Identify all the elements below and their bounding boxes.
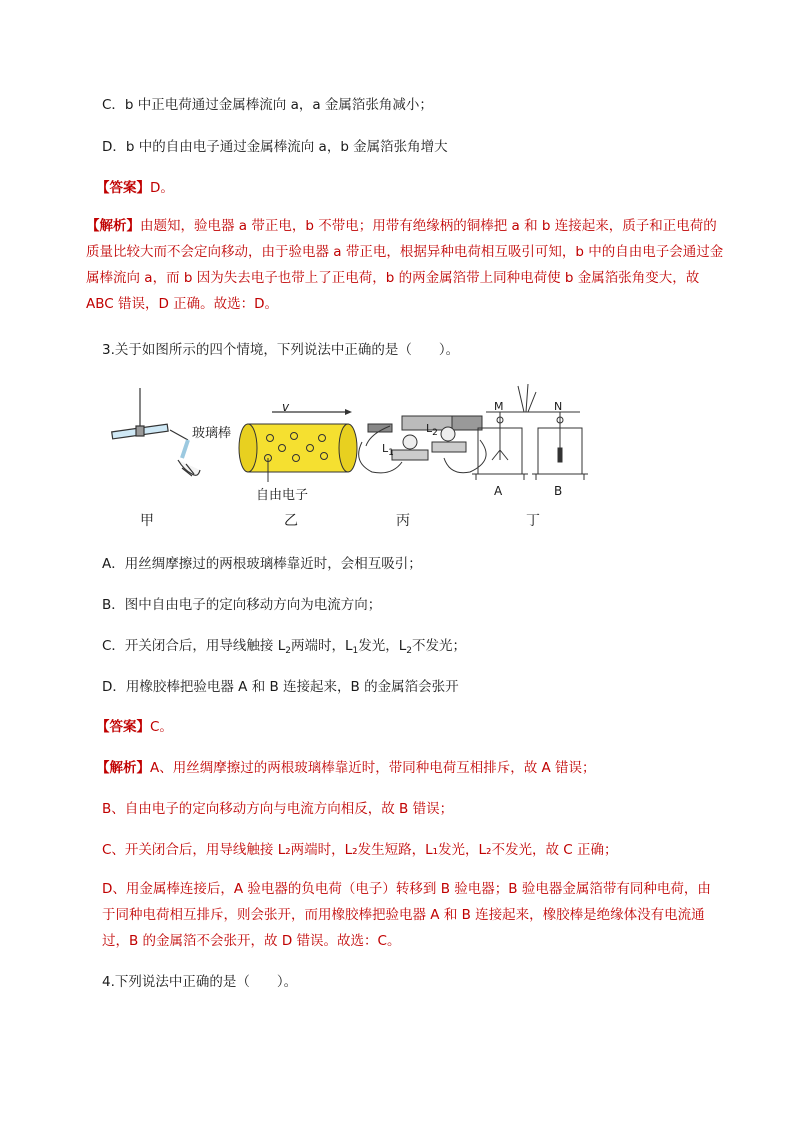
q3-stem: 3.关于如图所示的四个情境，下列说法中正确的是（ ）。 [102,342,460,358]
scene-bing [359,416,486,473]
q3-analysis-d: D、用金属棒连接后，A 验电器的负电荷（电子）转移到 B 验电器；B 验电器金属箔带有同种电荷，由于同种电荷相互排斥，则会张开，而用橡胶棒把验电器 A 和 B 连接起来，橡胶棒是绝缘体没有电流通过，B 的金属箔不会张开，故 D 错误。故选：C。 [102,881,711,949]
caption-yi: 乙 [284,513,298,529]
answer-tag: 【答案】 [96,719,150,735]
q2-analysis [86,213,726,317]
opt-c-end: 不发光； [412,638,467,654]
analysis-tag: 【解析】 [96,760,150,776]
analysis-tag: 【解析】 [86,218,140,234]
opt-c-mid: 两端时，L [290,638,353,654]
q3-analysis-a [96,759,596,777]
l1-letter: L [382,442,389,455]
opt-c-sub3: 2 [406,646,413,656]
opt-c-mid2: 发光，L [358,638,407,654]
label-glass-rod: 玻璃棒 [192,426,232,441]
q2-option-d: D．b 中的自由电子通过金属棒流向 a，b 金属箔张角增大 [102,139,448,155]
answer-tag: 【答案】 [96,180,150,196]
caption-jia: 甲 [140,513,154,529]
scene-ding [472,384,588,480]
analysis-a-text: A、用丝绸摩擦过的两根玻璃棒靠近时，带同种电荷互相排斥，故 A 错误； [150,760,596,776]
label-l2 [426,422,438,438]
answer-value: C。 [150,719,173,735]
q4-stem: 4.下列说法中正确的是（ ）。 [102,974,298,990]
scene-jia [112,388,200,476]
label-free-electron: 自由电子 [256,488,309,503]
q2-option-c: C．b 中正电荷通过金属棒流向 a，a 金属箔张角减小； [102,97,433,113]
label-m: M [494,400,504,413]
l1-sub: 1 [388,448,394,458]
q3-option-a: A．用丝绸摩擦过的两根玻璃棒靠近时，会相互吸引； [102,556,422,572]
label-l1 [382,442,394,458]
scene-yi [239,409,357,482]
opt-c-sub1: 2 [285,646,291,656]
q3-answer [96,718,173,736]
opt-c-pre: C．开关闭合后，用导线触接 L [102,638,286,654]
label-n: N [554,400,563,413]
answer-value: D。 [150,180,174,196]
q3-option-b: B．图中自由电子的定向移动方向为电流方向； [102,597,382,613]
q2-answer [96,179,174,197]
label-a: A [494,484,503,498]
label-b: B [554,484,563,498]
l2-letter: L [426,422,433,435]
label-v: v [282,400,290,414]
q3-figure [100,380,600,530]
q3-figure-svg [100,380,600,530]
caption-ding: 丁 [526,513,540,529]
opt-c-sub2: 1 [352,646,359,656]
q3-analysis-c: C、开关闭合后，用导线触接 L₂两端时，L₂发生短路，L₁发光，L₂不发光，故 C 正确； [102,842,618,858]
analysis-text: 由题知，验电器 a 带正电，b 不带电；用带有绝缘柄的铜棒把 a 和 b 连接起来，质子和正电荷的质量比较大而不会定向移动，由于验电器 a 带正电，根据异种电荷相互吸引可知，b 中的自由电子会通过金属棒流向 a，而 b 因为失去电子也带上了正电荷，b 的两金属箔带上同种电荷使 b 金属箔张角变大，故 ABC 错误，D 正确。故选：D。 [86,218,724,312]
q3-option-c [102,637,466,660]
q3-analysis-b: B、自由电子的定向移动方向与电流方向相反，故 B 错误； [102,801,454,817]
caption-bing: 丙 [396,513,410,529]
l2-sub: 2 [432,428,438,438]
q3-option-d: D．用橡胶棒把验电器 A 和 B 连接起来，B 的金属箔会张开 [102,679,459,695]
